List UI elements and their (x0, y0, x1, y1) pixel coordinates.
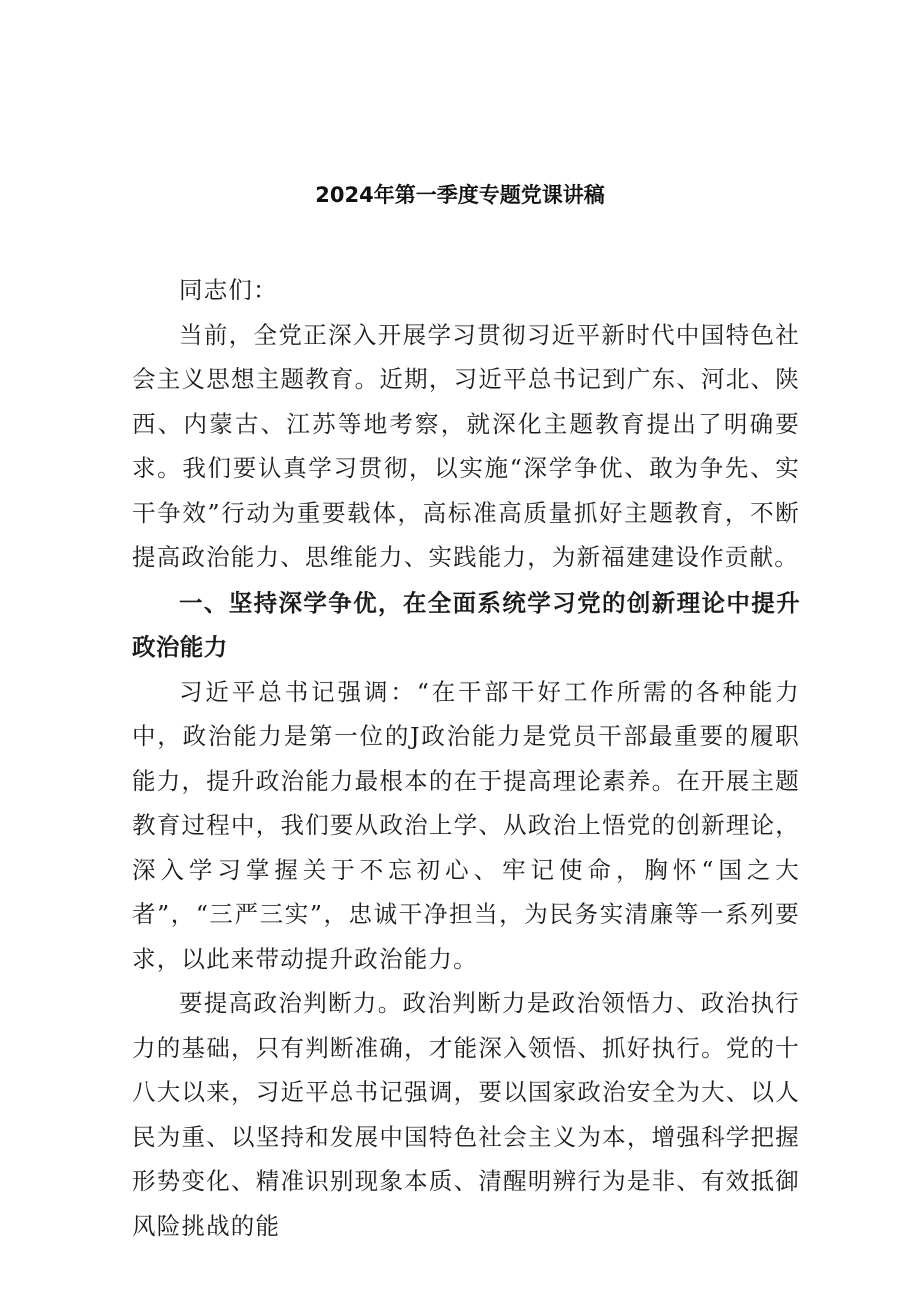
section-paragraph-1: 习近平总书记强调：“在干部干好工作所需的各种能力中，政治能力是第一位的J政治能力是党员干部最重要的履职能力，提升政治能力最根本的在于提高理论素养。在开展主题教育过程中，我们要从政治上学、从政治上悟党的创新理论，深入学习掌握关于不忘初心、牢记使命，胸怀“国之大者”，“三严三实”，忠诚干净担当，为民务实清廉等一系列要求，以此来带动提升政治能力。 (132, 677, 800, 973)
section-heading: 一、坚持深学争优，在全面系统学习党的创新理论中提升政治能力 (132, 588, 800, 661)
intro-paragraph: 当前，全党正深入开展学习贯彻习近平新时代中国特色社会主义思想主题教育。近期，习近平总书记到广东、河北、陕西、内蒙古、江苏等地考察，就深化主题教育提出了明确要求。我们要认真学习贯彻，以实施“深学争优、敢为争先、实干争效”行动为重要载体，高标准高质量抓好主题教育，不断提高政治能力、思维能力、实践能力，为新福建建设作贡献。 (132, 320, 800, 571)
section-paragraph-2: 要提高政治判断力。政治判断力是政治领悟力、政治执行力的基础，只有判断准确，才能深入领悟、抓好执行。党的十八大以来，习近平总书记强调，要以国家政治安全为大、以人民为重、以坚持和发展中国特色社会主义为本，增强科学把握形势变化、精准识别现象本质、清醒明辨行为是非、有效抵御风险挑战的能 (132, 989, 800, 1240)
salutation: 同志们： (179, 276, 278, 304)
document-body (132, 268, 800, 1248)
document-title: 2024年第一季度专题党课讲稿 (315, 183, 605, 207)
